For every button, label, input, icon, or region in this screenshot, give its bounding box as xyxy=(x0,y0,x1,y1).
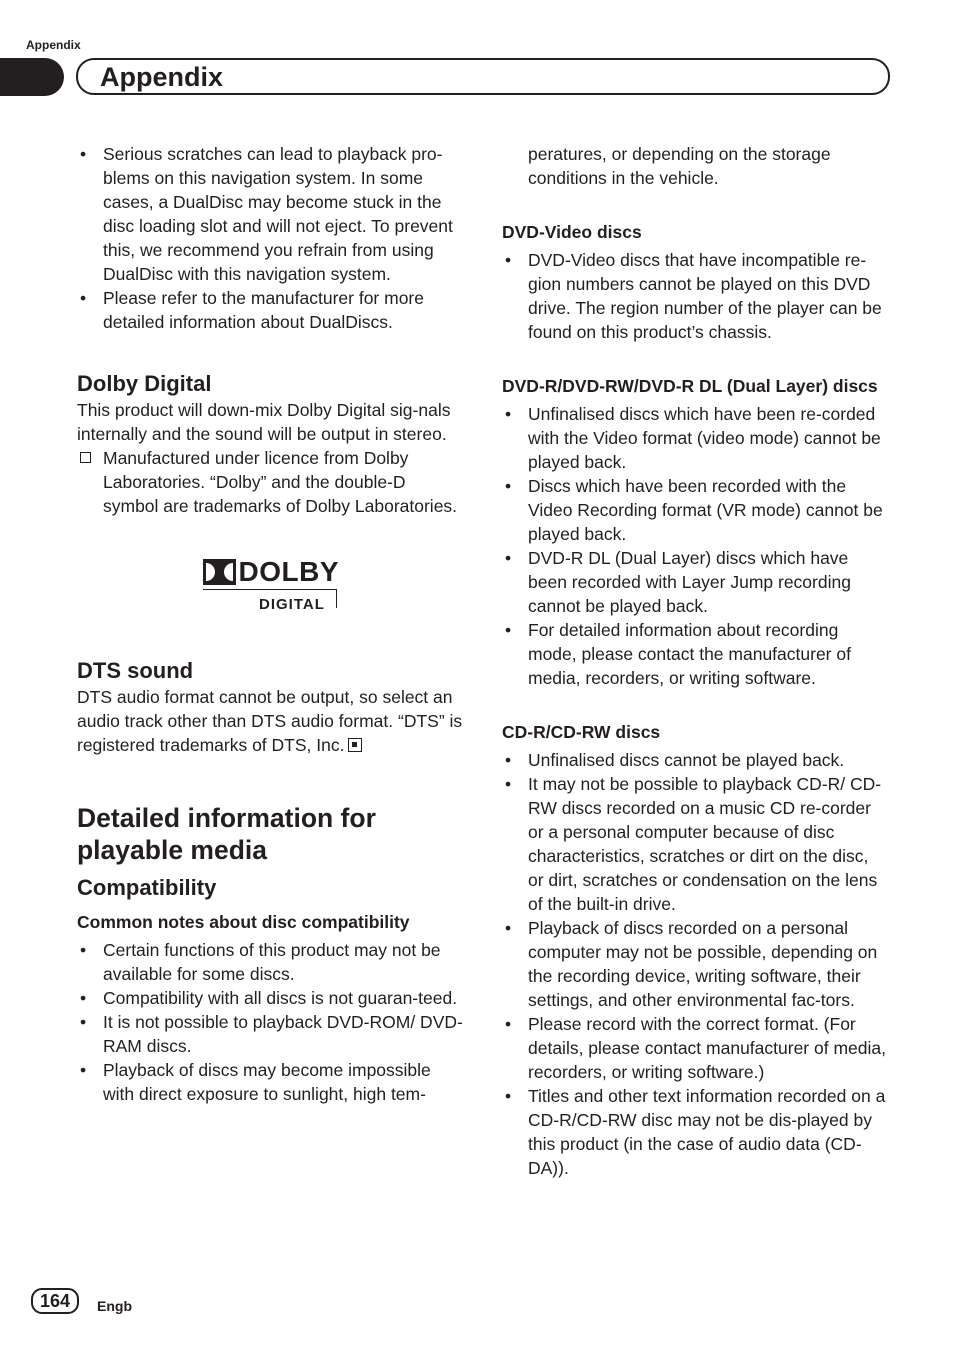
dvd-video-bullet-list xyxy=(502,248,888,344)
list-item: • For detailed information about recording mode, please contact the manufacturer of media, recorders, or writing software. xyxy=(502,618,888,690)
continuation-text: peratures, or depending on the storage conditions in the vehicle. xyxy=(528,144,831,188)
list-item: • Certain functions of this product may not be available for some discs. xyxy=(77,938,463,986)
list-item: Manufactured under licence from Dolby Laboratories. “Dolby” and the double-D symbol are trademarks of Dolby Laboratories. xyxy=(77,446,463,518)
dolby-logo-subtitle: DIGITAL xyxy=(259,596,325,613)
dolby-note-list xyxy=(77,446,463,518)
cd-r-bullet-list xyxy=(502,748,888,1180)
section-tab-marker xyxy=(0,58,64,96)
section-tab xyxy=(76,58,890,95)
compatibility-bullet-list xyxy=(77,938,463,1106)
dolby-paragraph: This product will down-mix Dolby Digital sig-nals internally and the sound will be output in stereo. xyxy=(77,400,451,444)
list-item: • Please refer to the manufacturer for more detailed information about DualDiscs. xyxy=(77,286,463,334)
list-item: • It is not possible to playback DVD-ROM/ DVD-RAM discs. xyxy=(77,1010,463,1058)
compatibility-heading: Compatibility xyxy=(77,875,217,900)
dts-heading: DTS sound xyxy=(77,658,194,683)
list-item: • Compatibility with all discs is not guaran-teed. xyxy=(77,986,463,1010)
list-item: • DVD-Video discs that have incompatible re-gion numbers cannot be played on this DVD drive. The region number of the player can be found on this product’s chassis. xyxy=(502,248,888,344)
cd-r-heading: CD-R/CD-RW discs xyxy=(502,722,661,742)
list-item: • Titles and other text information recorded on a CD-R/CD-RW disc may not be dis-played by this product (in the case of audio data (CD-DA)). xyxy=(502,1084,888,1180)
list-item: • It may not be possible to playback CD-R/ CD-RW discs recorded on a music CD re-corder or a personal computer because of disc characteristics, scratches or dirt on the disc, or dirt, scratches or condensation on the lens of the built-in drive. xyxy=(502,772,888,916)
left-column xyxy=(77,142,463,1106)
dolby-heading: Dolby Digital xyxy=(77,371,212,396)
language-code: Engb xyxy=(97,1298,132,1314)
list-item: • Unfinalised discs which have been re-corded with the Video format (video mode) cannot be played back. xyxy=(502,402,888,474)
double-d-icon xyxy=(203,559,236,585)
dts-text: DTS audio format cannot be output, so select an audio track other than DTS audio format. “DTS” is registered trademarks of DTS, Inc. xyxy=(77,687,463,755)
common-notes-heading: Common notes about disc compatibility xyxy=(77,912,410,932)
media-heading: Detailed information for playable media xyxy=(77,803,376,865)
list-item: • Unfinalised discs cannot be played back. xyxy=(502,748,888,772)
dvd-r-bullet-list xyxy=(502,402,888,690)
right-column xyxy=(502,142,888,1180)
list-item: • Discs which have been recorded with the Video Recording format (VR mode) cannot be played back. xyxy=(502,474,888,546)
page-number: 164 xyxy=(31,1288,79,1314)
dts-paragraph xyxy=(77,685,463,757)
list-item: • Please record with the correct format. (For details, please contact manufacturer of media, recorders, or writing software.) xyxy=(502,1012,888,1084)
list-item: • Playback of discs may become impossible with direct exposure to sunlight, high tem- xyxy=(77,1058,463,1106)
list-item: • DVD-R DL (Dual Layer) discs which have been recorded with Layer Jump recording cannot be played back. xyxy=(502,546,888,618)
dvd-video-heading: DVD-Video discs xyxy=(502,222,642,242)
section-title: Appendix xyxy=(100,62,224,92)
end-mark-icon xyxy=(348,738,362,752)
running-head: Appendix xyxy=(26,38,81,52)
list-item: • Playback of discs recorded on a personal computer may not be possible, depending on the recording device, writing software, their settings, and other environmental fac-tors. xyxy=(502,916,888,1012)
dvd-r-heading: DVD-R/DVD-RW/DVD-R DL (Dual Layer) discs xyxy=(502,376,878,396)
dolby-logo-word: DOLBY xyxy=(238,556,339,587)
list-item: • Serious scratches can lead to playback pro-blems on this navigation system. In some cases, a DualDisc may become stuck in the disc loading slot and will not eject. To prevent this, we recommend you refrain from using DualDisc with this navigation system. xyxy=(77,142,463,286)
dualdisc-bullet-list xyxy=(77,142,463,334)
dolby-digital-logo xyxy=(203,556,339,613)
